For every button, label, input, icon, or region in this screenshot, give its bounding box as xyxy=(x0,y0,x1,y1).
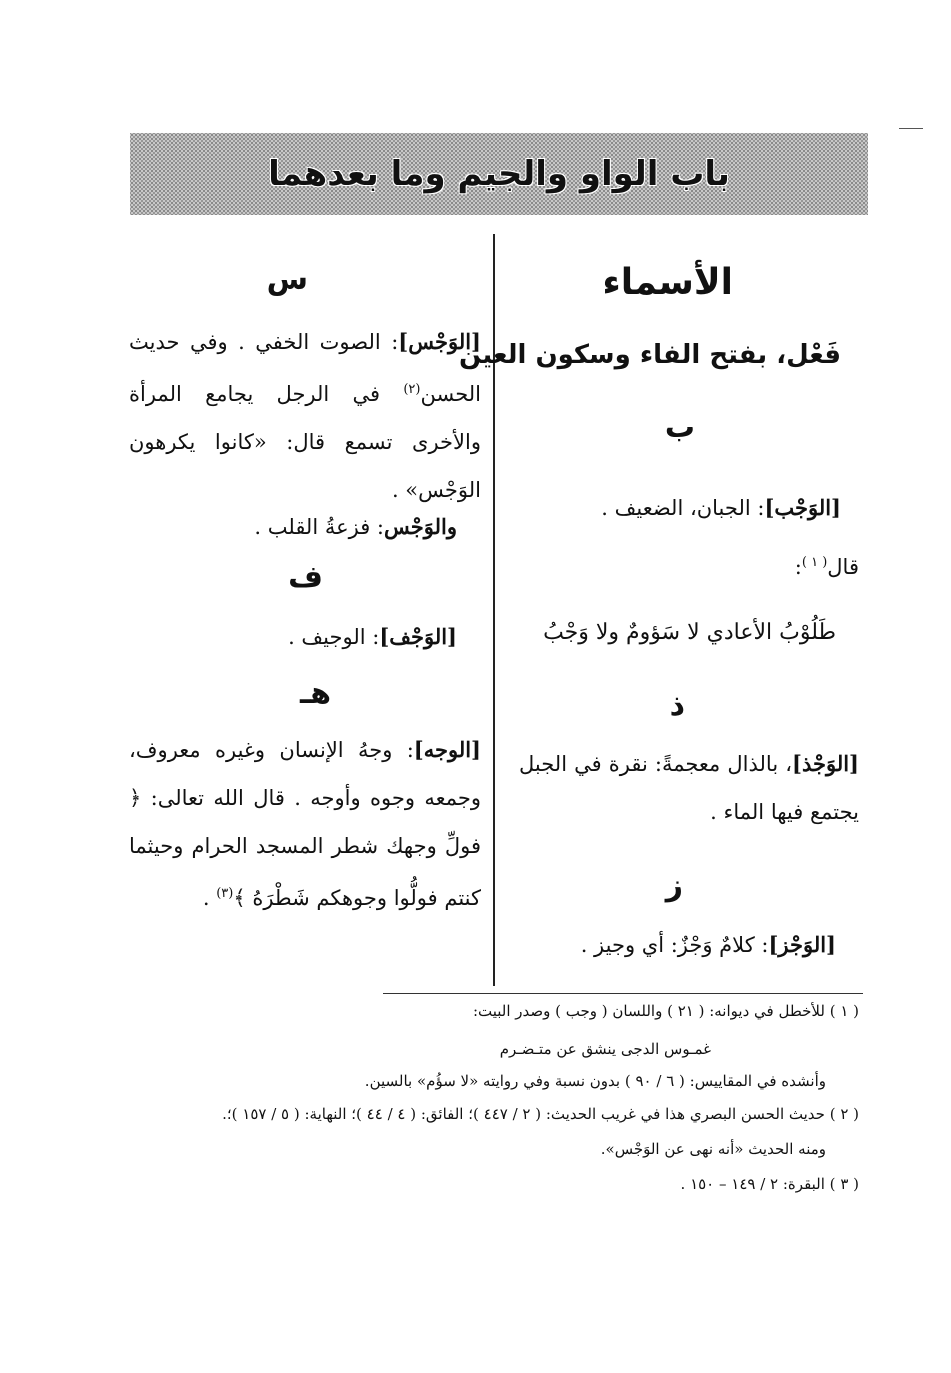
entry-wajs-2 xyxy=(254,514,457,540)
footnote-2-b: ومنه الحديث «أنه نهى عن الوَجْس». xyxy=(600,1140,826,1158)
entry-term: [الوَجْف] xyxy=(379,624,457,649)
verse-line: طَلُوْبُ الأعادي لا سَؤومٌ ولا وَجْبُ xyxy=(543,620,836,645)
footnote-1-verse: غمـوس الدجى ينشق عن متـضـرم xyxy=(499,1040,711,1058)
page-edge-mark xyxy=(899,128,923,129)
entry-wajf xyxy=(288,624,457,650)
entry-term: [الوجه] xyxy=(413,737,481,762)
entry-definition: : وجهُ الإنسان وغيره معروف، وجمعه وجوه وأوجه . قال الله تعالى: ﴿ فولِّ وجهك شطر المسجد الحرام وحيثما كنتم فولُّوا وجوهكم شَطْرَهُ ﴾ xyxy=(129,738,481,910)
footnote-1-b: وأنشده في المقاييس: ( ٦ / ٩٠ ) بدون نسبة وفي روايته «لا سؤُم» بالسين. xyxy=(364,1072,826,1090)
entry-term: [الوَجْب] xyxy=(764,495,841,520)
chapter-title: باب الواو والجيم وما بعدهما xyxy=(268,154,730,194)
entry-definition: : فزعةُ القلب . xyxy=(254,515,385,539)
footnote-1: ( ١ ) للأخطل في ديوانه: ( ٢١ ) واللسان ( وجب ) وصدر البيت: xyxy=(472,1002,859,1020)
entry-wajdh xyxy=(519,740,859,836)
footnote-3: ( ٣ ) البقرة: ٢ / ١٤٩ – ١٥٠ . xyxy=(680,1175,859,1193)
qala-text: قال xyxy=(827,555,859,579)
qala-colon: : xyxy=(794,555,802,579)
entry-wajs xyxy=(129,318,481,514)
entry-wajb xyxy=(601,495,841,521)
letter-heading-s: س xyxy=(266,262,308,297)
letter-heading-z: ز xyxy=(665,868,683,903)
pattern-heading: فَعْل، بفتح الفاء وسكون العين xyxy=(459,340,841,370)
letter-heading-b: ب xyxy=(664,410,695,445)
entry-definition: : الوجيف . xyxy=(288,625,380,649)
entry-definition: : الصوت الخفي . وفي حديث الحسن xyxy=(129,330,481,406)
entry-definition-end: . xyxy=(202,886,217,910)
entry-definition: : الجبان، الضعيف . xyxy=(601,496,765,520)
qala-line xyxy=(795,555,859,580)
footnote-rule xyxy=(383,993,863,994)
entry-term: والوَجْس xyxy=(384,514,457,539)
entry-definition: : كلامٌ وَجْزٌ: أي وجيز . xyxy=(580,933,769,957)
entry-term: [الوَجْز] xyxy=(768,932,836,957)
entry-wajz xyxy=(581,932,836,958)
entry-term: [الوَجْس] xyxy=(398,329,481,354)
footnote-ref-2: (٢) xyxy=(403,382,421,397)
letter-heading-f: ف xyxy=(288,560,323,595)
footnote-ref-1: ( ١ ) xyxy=(801,555,828,570)
section-title: الأسماء xyxy=(602,262,733,303)
entry-term: [الوَجْذ] xyxy=(792,751,859,776)
entry-definition-cont: في الرجل يجامع المرأة والأخرى تسمع قال: «كانوا يكرهون الوَجْس» . xyxy=(129,382,481,502)
entry-definition: ، بالذال معجمةً: نقرة في الجبل يجتمع فيها الماء . xyxy=(519,752,859,824)
chapter-banner xyxy=(130,133,868,215)
footnote-2: ( ٢ ) حديث الحسن البصري هذا في غريب الحديث: ( ٢ / ٤٤٧ )؛ الفائق: ( ٤ / ٤٤ )؛ النهاية: ( ٥ / ١٥٧ )؛. xyxy=(222,1105,859,1123)
letter-heading-h: هـ xyxy=(299,676,331,711)
letter-heading-dh: ذ xyxy=(669,688,685,723)
entry-wajh xyxy=(129,726,481,922)
footnote-ref-3: (٣) xyxy=(216,886,234,901)
